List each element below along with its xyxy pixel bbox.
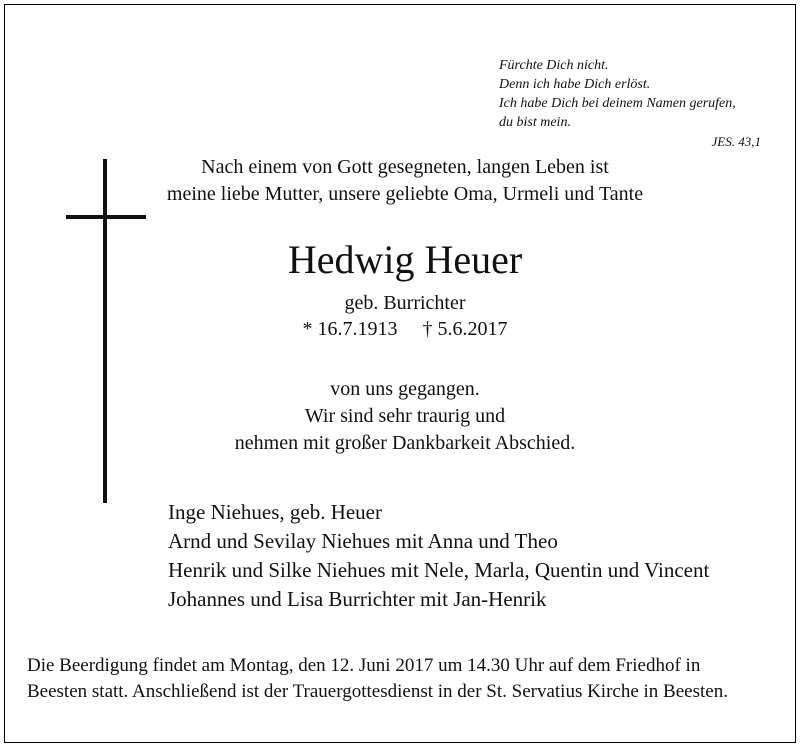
quote-line: du bist mein. bbox=[499, 115, 571, 130]
family-member: Arnd und Sevilay Niehues mit Anna und Theo bbox=[168, 529, 558, 553]
quote-reference: JES. 43,1 bbox=[711, 134, 761, 149]
cross-icon-bar bbox=[66, 215, 146, 219]
closing-line: Wir sind sehr traurig und bbox=[304, 405, 506, 427]
family-member: Johannes und Lisa Burrichter mit Jan-Henrik bbox=[168, 587, 547, 611]
birth-name: geb. Burrichter bbox=[344, 292, 466, 314]
deceased-name: Hedwig Heuer bbox=[287, 237, 523, 282]
quote-line: Ich habe Dich bei deinem Namen gerufen, bbox=[499, 96, 736, 111]
closing-text bbox=[105, 376, 705, 457]
intro-text bbox=[105, 154, 705, 208]
family-list bbox=[168, 498, 709, 614]
funeral-info bbox=[27, 653, 777, 705]
closing-line: nehmen mit großer Dankbarkeit Abschied. bbox=[234, 432, 576, 454]
family-member: Inge Niehues, geb. Heuer bbox=[168, 500, 382, 524]
quote-line: Fürchte Dich nicht. bbox=[499, 58, 609, 73]
obituary-notice bbox=[4, 4, 796, 743]
intro-line: Nach einem von Gott gesegneten, langen Leben ist bbox=[201, 156, 609, 178]
birth-date: * 16.7.1913 bbox=[302, 318, 398, 340]
intro-line: meine liebe Mutter, unsere geliebte Oma, Urmeli und Tante bbox=[166, 183, 644, 205]
life-dates bbox=[105, 316, 705, 343]
quote-line: Denn ich habe Dich erlöst. bbox=[499, 77, 651, 92]
funeral-line: Die Beerdigung findet am Montag, den 12. Juni 2017 um 14.30 Uhr auf dem Friedhof in bbox=[27, 655, 701, 676]
death-date: † 5.6.2017 bbox=[422, 318, 508, 340]
closing-line: von uns gegangen. bbox=[330, 378, 480, 400]
bible-quote bbox=[499, 56, 761, 151]
funeral-line: Beesten statt. Anschließend ist der Trauergottesdienst in der St. Servatius Kirche in Beesten. bbox=[27, 681, 728, 702]
family-member: Henrik und Silke Niehues mit Nele, Marla, Quentin und Vincent bbox=[168, 558, 710, 582]
